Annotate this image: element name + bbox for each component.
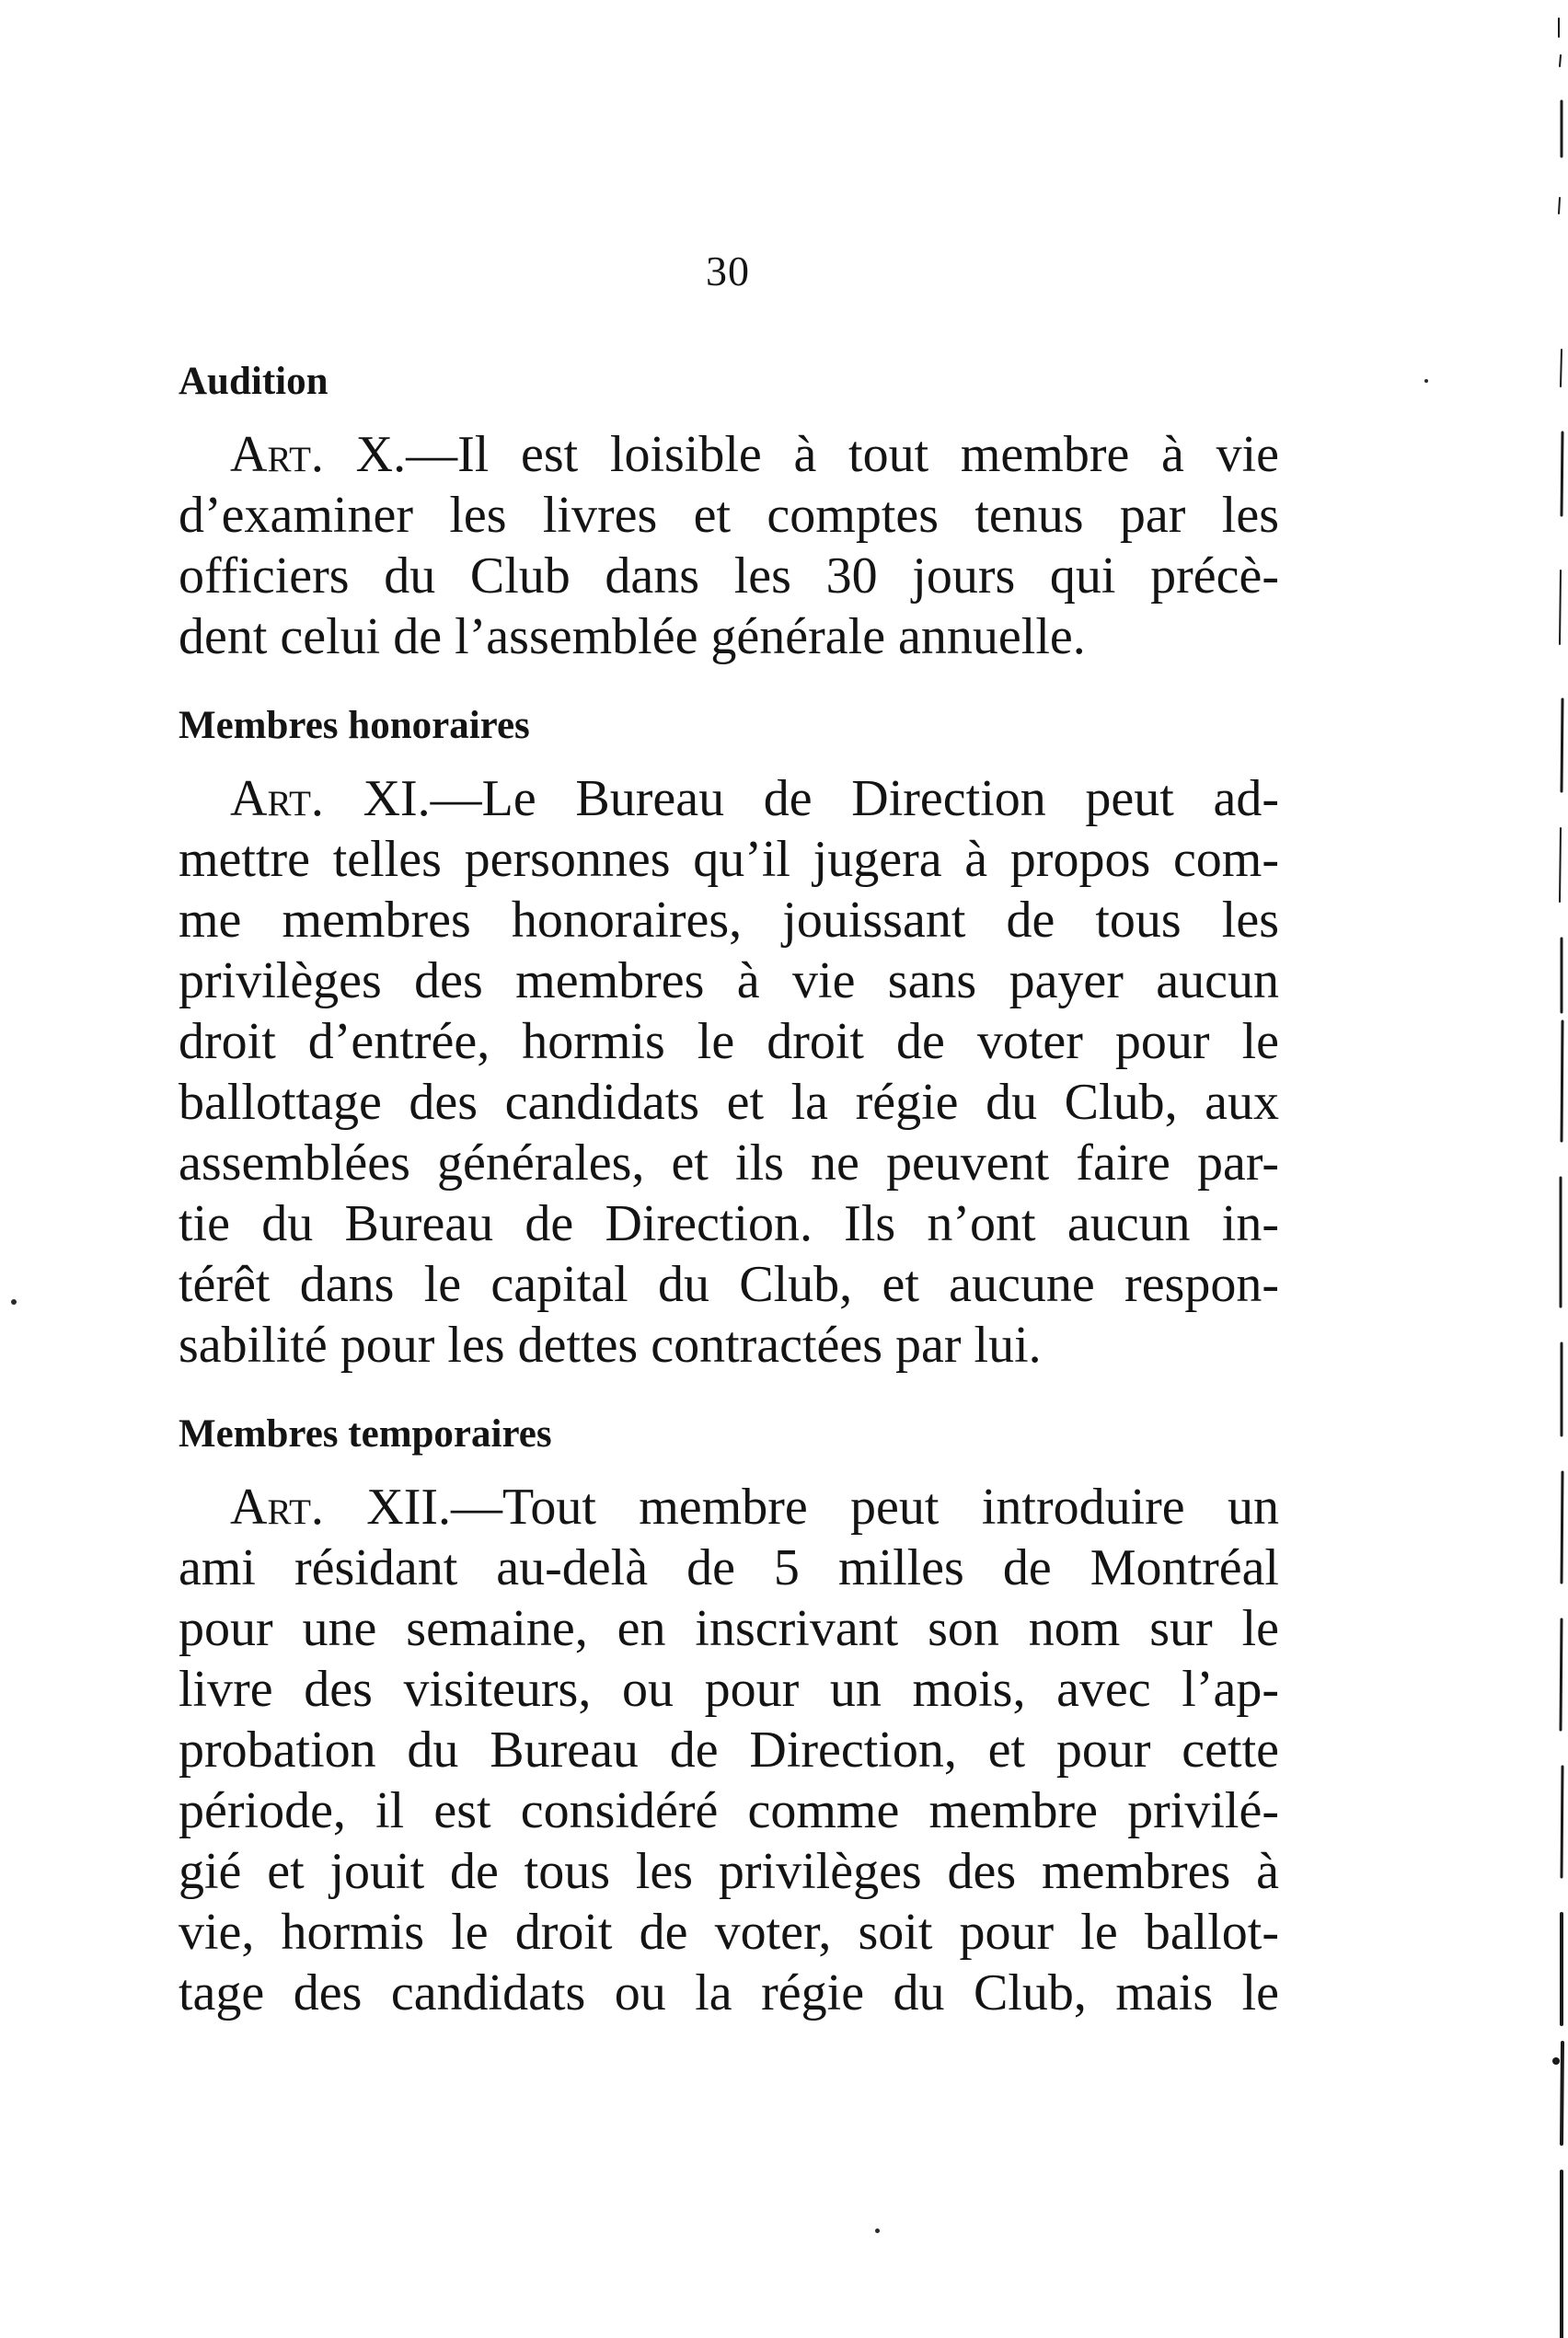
scan-speck [875,2229,880,2233]
text-line: me membres honoraires, jouissant de tous les [179,892,1279,949]
text-line: probation du Bureau de Direction, et pour cette [179,1722,1279,1779]
section-heading: Membres honoraires [179,704,530,747]
text-line: tage des candidats ou la régie du Club, mais le [179,1964,1279,2021]
scan-speck [11,1299,17,1305]
text-line: officiers du Club dans les 30 jours qui précè- [179,547,1279,605]
text-line: assemblées générales, et ils ne peuvent faire par- [179,1134,1279,1192]
text-line: pour une semaine, en inscrivant son nom sur le [179,1600,1279,1657]
text-line: gié et jouit de tous les privilèges des membres à [179,1843,1279,1900]
article-label: Art. [230,426,324,483]
text-line: privilèges des membres à vie sans payer aucun [179,952,1279,1009]
scan-speck [1424,379,1428,383]
text-line: Art. XII.—Tout membre peut introduire un [230,1479,1279,1536]
article-paragraph [179,768,1279,1376]
article-paragraph [179,1477,1279,2023]
text-line: dent celui de l’assemblée générale annuelle. [179,608,1086,665]
section-audition [179,354,1279,667]
page-number: 30 [706,248,750,294]
text-line: ballottage des candidats et la régie du Club, aux [179,1074,1279,1131]
text-line: térêt dans le capital du Club, et aucune respon- [179,1256,1279,1313]
text-line: ami résidant au-delà de 5 milles de Montréal [179,1539,1279,1596]
text-line: période, il est considéré comme membre privilé- [179,1782,1279,1839]
section-heading: Membres temporaires [179,1412,552,1456]
binding-edge-artifact [1531,0,1568,2338]
text-line: Art. XI.—Le Bureau de Direction peut ad- [230,770,1279,827]
text-line: droit d’entrée, hormis le droit de voter pour le [179,1013,1279,1070]
article-label: Art. [230,770,324,827]
text-line: tie du Bureau de Direction. Ils n’ont aucun in- [179,1195,1279,1252]
article-label: Art. [230,1479,324,1536]
section-membres-honoraires [179,698,1279,1376]
page-body [179,354,1279,2023]
section-heading: Audition [179,360,329,403]
text-line: vie, hormis le droit de voter, soit pour le ballot- [179,1904,1279,1961]
text-line: livre des visiteurs, ou pour un mois, avec l’ap- [179,1661,1279,1718]
text-line: d’examiner les livres et comptes tenus par les [179,487,1279,544]
article-paragraph [179,424,1279,667]
text-line: Art. X.—Il est loisible à tout membre à vie [230,426,1279,483]
text-line: sabilité pour les dettes contractées par lui. [179,1317,1042,1374]
section-membres-temporaires [179,1407,1279,2023]
text-line: mettre telles personnes qu’il jugera à propos com- [179,831,1279,888]
